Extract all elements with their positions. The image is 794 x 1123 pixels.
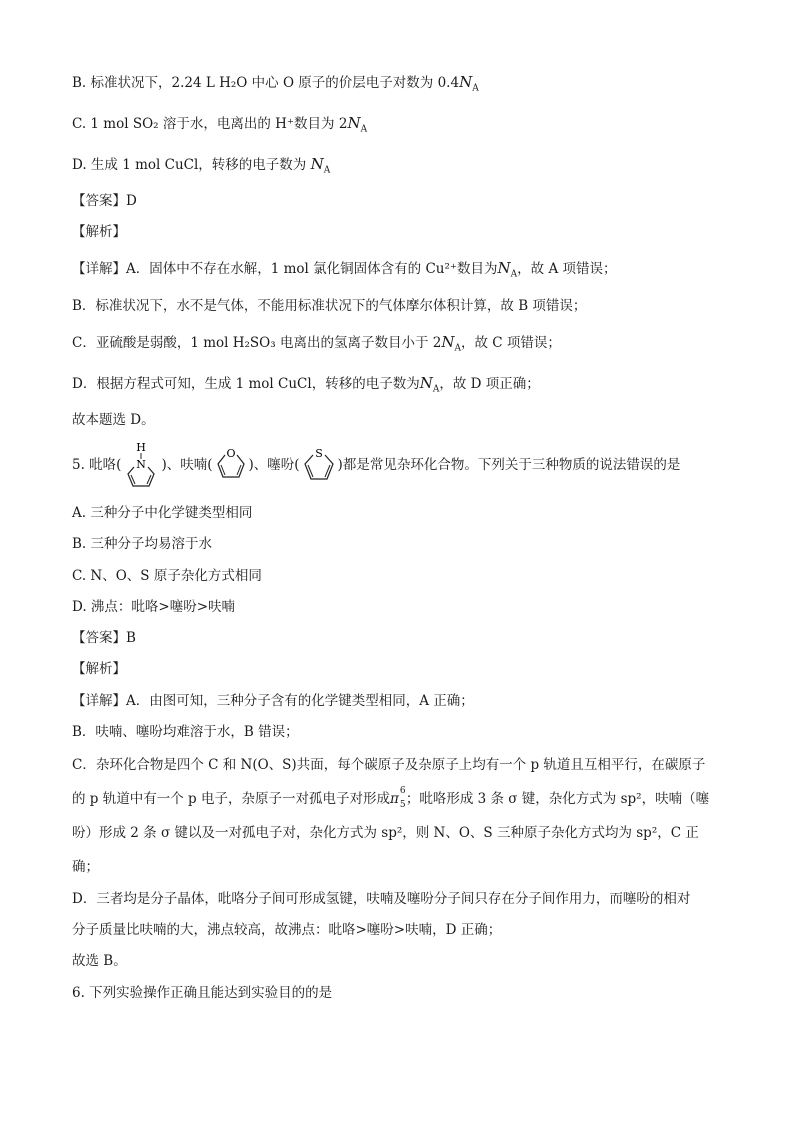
q5-stem: 5. 吡咯( H N )、呋喃( O )、噻吩( S )都是常见杂环化合物。下列关于三种物质的说法错误的是 <box>72 440 680 490</box>
q5-conclusion: 故选 B。 <box>72 953 127 969</box>
q4-detail-d: D．根据方程式可知，生成 1 mol CuCl，转移的电子数为$N_A$，故 D 项正确； <box>72 374 540 395</box>
q5-analysis-label: 【解析】 <box>72 661 126 677</box>
thiophene-s-label: S <box>314 446 323 460</box>
na-symbol: N <box>347 114 361 132</box>
na-symbol: N <box>441 333 455 351</box>
q4-detail-b: B．标准状况下，水不是气体，不能用标准状况下的气体摩尔体积计算，故 B 项错误； <box>72 298 587 314</box>
pyrrole-n-label: N <box>136 457 147 471</box>
q5-detail-c-line1: C．杂环化合物是四个 C 和 N(O、S)共面，每个碳原子及杂原子上均有一个 p 轨道且互相平行，在碳原子 <box>72 757 706 773</box>
q4-option-b: B. 标准状况下，2.24 L H₂O 中心 O 原子的价层电子对数为 $0.4N_A$ <box>72 73 479 94</box>
na-symbol: N <box>497 259 511 277</box>
q4-option-c: C. 1 mol SO₂ 溶于水，电离出的 H⁺数目为 $2N_A$ <box>72 114 368 135</box>
q5-option-d: D. 沸点：吡咯>噻吩>呋喃 <box>72 599 236 615</box>
furan-structure <box>213 445 249 487</box>
na-symbol: N <box>419 374 433 392</box>
q5-option-c: C. N、O、S 原子杂化方式相同 <box>72 568 262 584</box>
q6-stem: 6. 下列实验操作正确且能达到实验目的的是 <box>72 985 333 1001</box>
q5-option-a: A. 三种分子中化学键类型相同 <box>72 505 253 521</box>
q5-detail-c-line3: 吩）形成 2 条 σ 键以及一对孤电子对，杂化方式为 sp²，则 N、O、S 三种原子杂化方式均为 sp²，C 正 <box>72 825 699 841</box>
q5-detail-a: 【详解】A．由图可知，三种分子含有的化学键类型相同，A 正确； <box>72 693 474 709</box>
q4-detail-c: C．亚硫酸是弱酸，1 mol H₂SO₃ 电离出的氢离子数目小于 $2N_A$，故 C 项错误； <box>72 333 561 354</box>
pi-symbol: π <box>389 791 399 807</box>
q4-detail-a: 【详解】A．固体中不存在水解，1 mol 氯化铜固体含有的 Cu²⁺数目为$N_A$，故 A 项错误； <box>72 259 617 280</box>
q5-detail-d-line1: D．三者均是分子晶体，吡咯分子间可形成氢键，呋喃及噻吩分子间只存在分子间作用力，而噻吩的相对 <box>72 891 691 907</box>
q4-conclusion: 故本题选 D。 <box>72 412 155 428</box>
q5-answer: 【答案】B <box>72 630 136 646</box>
q5-detail-d-line2: 分子质量比呋喃的大，沸点较高，故沸点：吡咯>噻吩>呋喃，D 正确； <box>72 922 502 938</box>
na-symbol: N <box>310 155 324 173</box>
pyrrole-h-label: H <box>136 440 147 454</box>
pyrrole-structure <box>121 441 161 491</box>
q5-detail-b: B．呋喃、噻吩均难溶于水，B 错误； <box>72 724 299 740</box>
thiophene-structure <box>300 444 338 488</box>
q4-analysis-label: 【解析】 <box>72 224 126 240</box>
q5-option-b: B. 三种分子均易溶于水 <box>72 536 213 552</box>
na-symbol: N <box>459 73 473 91</box>
q5-detail-c-line4: 确； <box>72 859 99 875</box>
q4-answer: 【答案】D <box>72 193 137 209</box>
q5-detail-c-line2: 的 p 轨道中有一个 p 电子，杂原子一对孤电子对形成π 6 5 ；吡咯形成 3 条 σ 键，杂化方式为 sp²，呋喃（噻 <box>72 786 710 810</box>
furan-o-label: O <box>225 446 236 460</box>
q4-option-d: D. 生成 1 mol CuCl，转移的电子数为 $N_A$ <box>72 155 331 176</box>
